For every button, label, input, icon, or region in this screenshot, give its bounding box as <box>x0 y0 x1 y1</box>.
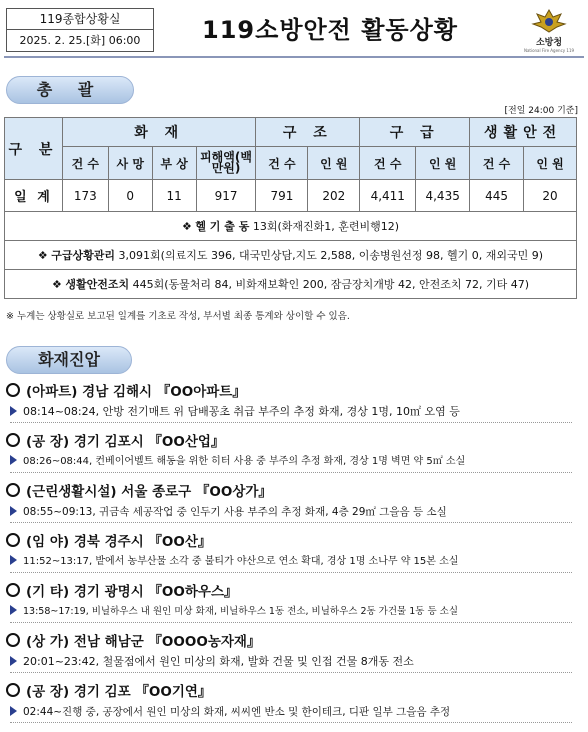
circle-bullet-icon <box>6 683 20 697</box>
as-of-label: [전일 24:00 기준] <box>504 106 578 116</box>
triangle-bullet-icon <box>10 406 17 416</box>
page-title: 119소방안전 활동상황 <box>202 16 458 44</box>
circle-bullet-icon <box>6 583 20 597</box>
agency-logo <box>520 8 578 54</box>
agency-emblem-icon <box>531 8 567 34</box>
incident-desc: 08:26~08:44, 컨베이어벨트 해동을 위한 히터 사용 중 부주의 추정 화재, 경상 1명 벽면 약 5㎡ 소실 <box>23 456 466 467</box>
circle-bullet-icon <box>6 533 20 547</box>
detail-text: 445회(동물처리 84, 비화재보확인 200, 잠금장치개방 42, 안전조치 72, 기타 47) <box>132 278 530 291</box>
triangle-bullet-icon <box>10 605 17 615</box>
incident-type: (아파트) <box>26 384 78 400</box>
detail-row-ems-management <box>5 241 577 270</box>
incident-location: 전남 해남군 『OOOO농자재』 <box>73 634 261 650</box>
incident-desc: 02:44~진행 중, 공장에서 원인 미상의 화재, 씨씨엔 반소 및 한이테크, 디판 일부 그을음 추정 <box>23 706 451 718</box>
detail-row-helicopter <box>5 212 577 241</box>
circle-bullet-icon <box>6 483 20 497</box>
table-cell: 4,411 <box>360 180 416 212</box>
table-cell: 917 <box>196 180 256 212</box>
report-datetime: 2025. 2. 25.[화] 06:00 <box>19 34 141 47</box>
incident-location: 경기 광명시 『OO하우스』 <box>73 584 238 600</box>
triangle-bullet-icon <box>10 455 17 465</box>
table-cell: 173 <box>62 180 108 212</box>
bullet-icon: ❖ <box>51 278 62 291</box>
incident-item <box>6 632 584 673</box>
triangle-bullet-icon <box>10 656 17 666</box>
subheader: 건 수 <box>256 147 308 180</box>
detail-text: 3,091회(의료지도 396, 대국민상담,지도 2,588, 이송병원선정 98, 헬기 0, 재외국민 9) <box>118 249 544 262</box>
subheader: 인 원 <box>308 147 360 180</box>
bullet-icon: ❖ <box>181 220 192 233</box>
incident-location: 경기 김포 『OO기연』 <box>73 684 212 700</box>
incident-type: (공 장) <box>26 434 70 450</box>
triangle-bullet-icon <box>10 555 17 565</box>
incident-desc: 08:14~08:24, 안방 전기매트 위 담배꽁초 취급 부주의 추정 화재, 경상 1명, 10㎡ 오염 등 <box>23 405 460 418</box>
incident-type: (근린생활시설) <box>26 484 117 500</box>
incident-item <box>6 532 584 573</box>
circle-bullet-icon <box>6 633 20 647</box>
title-divider <box>4 56 584 58</box>
incident-location: 경남 김해시 『OO아파트』 <box>82 384 246 400</box>
incident-item <box>6 582 584 623</box>
subheader: 피해액(백만원) <box>196 147 256 180</box>
row-label: 일 계 <box>5 180 63 212</box>
subheader: 인 원 <box>524 147 577 180</box>
triangle-bullet-icon <box>10 506 17 516</box>
table-cell: 11 <box>152 180 196 212</box>
table-cell: 0 <box>108 180 152 212</box>
incident-location: 경기 김포시 『OO산업』 <box>73 434 225 450</box>
subheader: 건 수 <box>360 147 416 180</box>
summary-table <box>4 117 577 299</box>
incident-type: (상 가) <box>26 634 70 650</box>
incident-type: (임 야) <box>26 534 70 550</box>
subheader: 건 수 <box>470 147 524 180</box>
circle-bullet-icon <box>6 433 20 447</box>
org-name: 119종합상황실 <box>7 9 153 30</box>
incident-item <box>6 382 584 423</box>
subheader: 건 수 <box>62 147 108 180</box>
subheader: 부 상 <box>152 147 196 180</box>
logo-label: 소방청 <box>535 38 563 48</box>
incident-item <box>6 682 584 723</box>
incident-desc: 11:52~13:17, 밭에서 농부산물 소각 중 불티가 야산으로 연소 확대, 경상 1명 소나무 약 15본 소실 <box>23 556 459 567</box>
detail-row-safety-actions <box>5 270 577 299</box>
incident-type: (기 타) <box>26 584 70 600</box>
incident-type: (공 장) <box>26 684 70 700</box>
org-box <box>6 8 154 52</box>
table-cell: 445 <box>470 180 524 212</box>
incident-item <box>6 482 584 523</box>
incident-location: 경북 경주시 『OO산』 <box>73 534 212 550</box>
incident-desc: 13:58~17:19, 비닐하우스 내 원인 미상 화재, 비닐하우스 1동 전소, 비닐하우스 2동 가건물 1동 등 소실 <box>23 606 459 617</box>
incident-desc: 08:55~09:13, 귀금속 세공작업 중 인두기 사용 부주의 추정 화재, 4층 29㎡ 그을음 등 소실 <box>23 506 447 518</box>
bullet-icon: ❖ <box>37 249 48 262</box>
circle-bullet-icon <box>6 383 20 397</box>
incident-location: 서울 종로구 『OO상가』 <box>121 484 272 500</box>
group-header-fire: 화 재 <box>62 118 256 147</box>
group-header-ems: 구 급 <box>360 118 470 147</box>
subheader: 인 원 <box>416 147 470 180</box>
detail-label: 구급상황관리 <box>51 249 116 262</box>
incident-desc: 20:01~23:42, 철물점에서 원인 미상의 화재, 발화 건물 및 인접 건물 8개동 전소 <box>23 655 414 668</box>
subheader: 사 망 <box>108 147 152 180</box>
detail-label: 생활안전조치 <box>65 278 130 291</box>
table-cell: 202 <box>308 180 360 212</box>
table-cell: 4,435 <box>416 180 470 212</box>
row-label-header: 구 분 <box>5 118 63 180</box>
detail-label: 헬 기 출 동 <box>195 220 250 233</box>
group-header-rescue: 구 조 <box>256 118 360 147</box>
summary-section-title: 총 괄 <box>6 76 134 104</box>
group-header-safety: 생활안전 <box>470 118 577 147</box>
table-cell: 20 <box>524 180 577 212</box>
triangle-bullet-icon <box>10 706 17 716</box>
logo-sublabel: National Fire Agency 119 <box>523 48 575 53</box>
table-cell: 791 <box>256 180 308 212</box>
footnote: ※ 누계는 상황실로 보고된 일계를 기초로 작성, 부서별 최종 통계와 상이할 수 있음. <box>6 311 350 322</box>
fire-section-title: 화재진압 <box>6 346 132 374</box>
detail-text: 13회(화재진화1, 훈련비행12) <box>252 220 400 233</box>
incident-item <box>6 432 584 473</box>
